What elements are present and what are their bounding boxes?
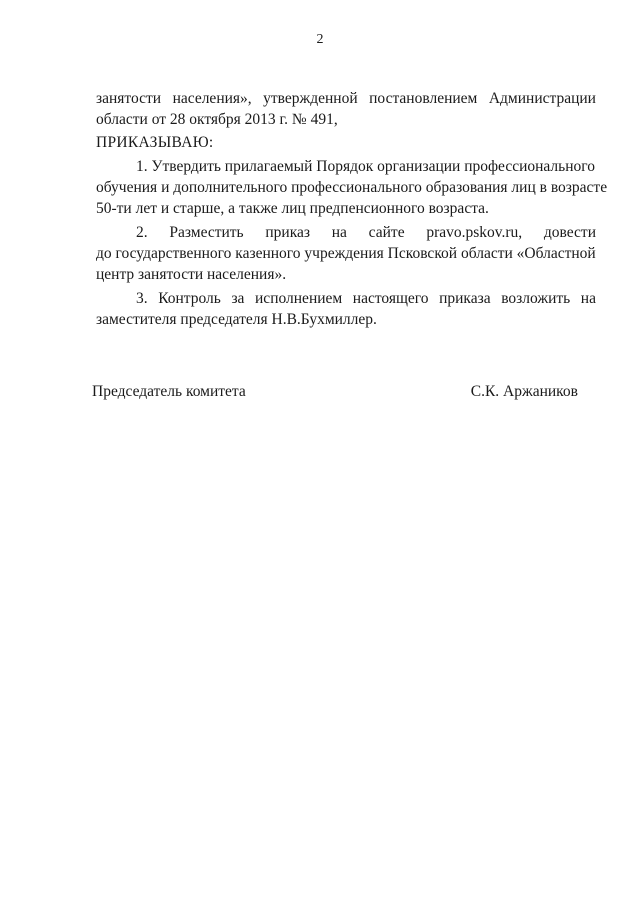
order-item-2 (96, 222, 596, 285)
item-1-line-2: обучения и дополнительного профессионального образования лиц в возрасте (96, 179, 608, 196)
order-item-3 (96, 288, 596, 330)
item-3-line-1: 3. Контроль за исполнением настоящего приказа возложить на (136, 290, 596, 307)
item-2-line-1: 2. Разместить приказ на сайте pravo.pskov.ru, довести (136, 224, 596, 241)
intro-line-2: области от 28 октября 2013 г. № 491, (96, 111, 338, 128)
order-item-1 (96, 156, 608, 219)
intro-paragraph (96, 88, 596, 130)
page-number: 2 (316, 32, 324, 47)
intro-line-1: занятости населения», утвержденной постановлением Администрации (96, 90, 596, 107)
document-body (96, 88, 608, 330)
item-3-line-2: заместителя председателя Н.В.Бухмиллер. (96, 311, 377, 328)
item-2-line-2: до государственного казенного учреждения Псковской области «Областной (96, 245, 596, 262)
signatory-name: С.К. Аржаников (470, 383, 578, 400)
signature-block (92, 383, 578, 401)
item-2-line-3: центр занятости населения». (96, 266, 287, 283)
signatory-position: Председатель комитета (92, 383, 246, 400)
order-heading: ПРИКАЗЫВАЮ: (96, 134, 214, 151)
item-1-line-3: 50-ти лет и старше, а также лиц предпенсионного возраста. (96, 200, 489, 217)
item-1-line-1: 1. Утвердить прилагаемый Порядок организации профессионального (136, 158, 596, 175)
